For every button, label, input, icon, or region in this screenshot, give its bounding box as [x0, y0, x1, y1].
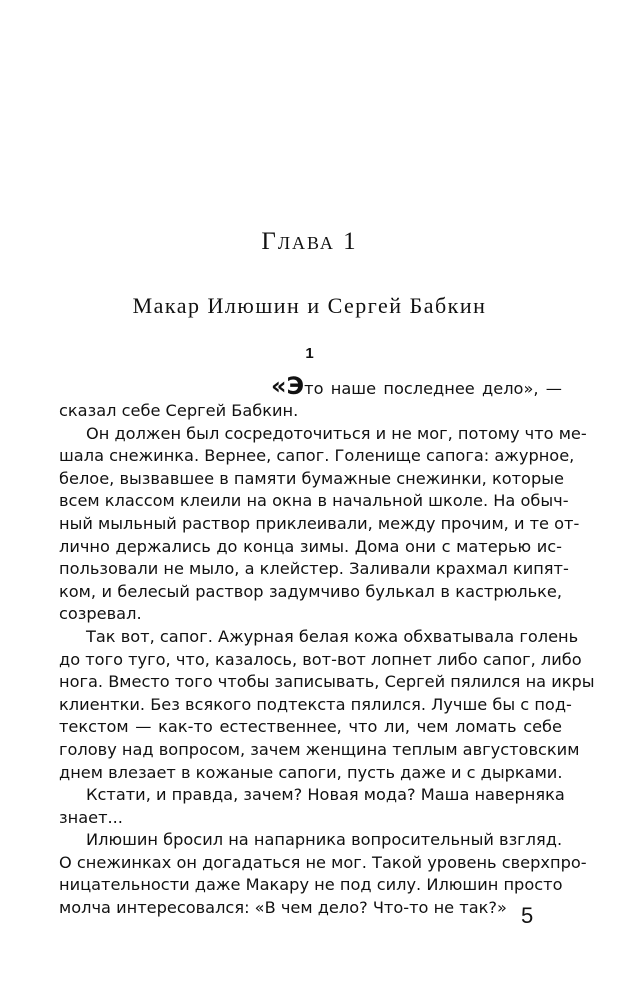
paragraph-2-line-3: белое, вызвавшее в памяти бумажные снежинки, которые — [59, 468, 564, 488]
page-number: 5 — [521, 903, 534, 928]
paragraph-2-line-1: Он должен был сосредоточиться и не мог, потому что ме- — [86, 423, 587, 443]
paragraph-3-line-4: клиентки. Без всякого подтекста пялился. Лучше бы с под- — [59, 694, 572, 714]
paragraph-3-line-5: текстом — как-то естественнее, что ли, чем ломать себе — [59, 717, 562, 737]
paragraph-2-line-6: лично держались до конца зимы. Дома они с матерью ис- — [59, 536, 562, 556]
paragraph-4-line-2: знает... — [59, 807, 123, 827]
paragraph-1-line-2: сказал себе Сергей Бабкин. — [59, 401, 299, 420]
chapter-heading: Глава 1 — [261, 228, 358, 255]
body-text — [59, 372, 595, 920]
paragraph-2-line-8: ком, и белесый раствор задумчиво булькал в кастрюльке, — [59, 581, 562, 601]
paragraph-5-line-4: молча интересовался: «В чем дело? Что-то не так?» — [59, 898, 507, 918]
paragraph-5-line-3: ницательности даже Макару не под силу. Илюшин просто — [59, 875, 563, 895]
paragraph-1-line-1 — [59, 372, 562, 400]
paragraph-5-line-1: Илюшин бросил на напарника вопросительный взгляд. — [86, 830, 563, 850]
paragraph-3-line-1: Так вот, сапог. Ажурная белая кожа обхватывала голень — [86, 626, 579, 646]
paragraph-3-line-2: до того туго, что, казалось, вот-вот лопнет либо сапог, либо — [59, 649, 582, 669]
paragraph-3-line-3: нога. Вместо того чтобы записывать, Сергей пялился на икры — [59, 672, 595, 692]
paragraph-5-line-2: О снежинках он догадаться не мог. Такой уровень сверхпро- — [59, 852, 587, 872]
section-number: 1 — [305, 345, 314, 362]
paragraph-1-first-line-text: то наше последнее дело», — — [304, 379, 562, 398]
paragraph-2-line-7: пользовали не мыло, а клейстер. Заливали крахмал кипят- — [59, 559, 569, 579]
chapter-subtitle: Макар Илюшин и Сергей Бабкин — [132, 293, 487, 318]
drop-cap: Э — [286, 372, 305, 400]
paragraph-2-line-4: всем классом клеили на окна в начальной школе. На обыч- — [59, 491, 569, 511]
paragraph-3-line-7: днем влезает в кожаные сапоги, пусть даже и с дырками. — [59, 762, 563, 782]
opening-quote-mark: « — [271, 372, 287, 400]
paragraph-4-line-1: Кстати, и правда, зачем? Новая мода? Маша наверняка — [86, 785, 565, 805]
paragraph-3-line-6: голову над вопросом, зачем женщина теплым августовским — [59, 739, 580, 759]
paragraph-2-line-2: шала снежинка. Вернее, сапог. Голенище сапога: ажурное, — [59, 446, 575, 466]
paragraph-2-line-5: ный мыльный раствор приклеивали, между прочим, и те от- — [59, 513, 580, 533]
paragraph-2-line-9: созревал. — [59, 604, 142, 624]
